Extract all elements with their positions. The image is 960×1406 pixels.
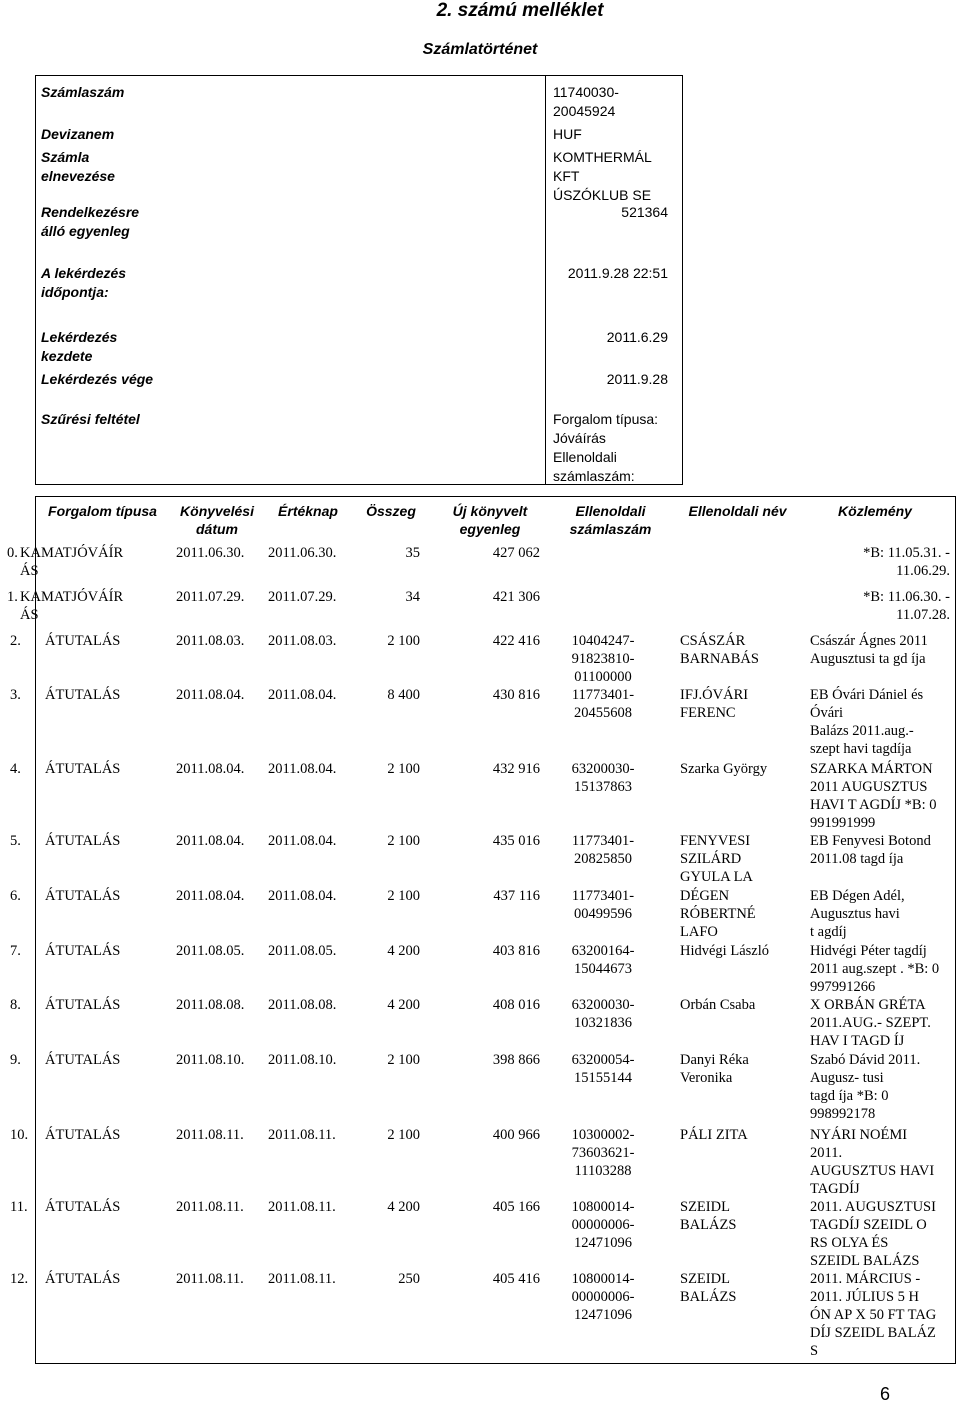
row-type: ÁTUTALÁS: [45, 997, 121, 1013]
row-index: 3.: [10, 687, 21, 703]
row-amount: 250: [398, 1271, 420, 1287]
header-erteknap: Értéknap: [278, 503, 338, 519]
szamlaszam-value: 11740030- 20045924: [553, 84, 619, 119]
row-vdate: 2011.07.29.: [268, 589, 337, 605]
row-kdate: 2011.08.04.: [176, 833, 245, 849]
table-row: [0, 1198, 960, 1268]
lekerdezes-kezdete-label: Lekérdezés kezdete: [41, 329, 118, 364]
table-frame-top: [35, 496, 956, 497]
row-balance: 408 016: [492, 997, 540, 1013]
row-index: 2.: [10, 633, 21, 649]
row-account: 63200164- 15044673: [571, 943, 635, 977]
row-index: 10.: [10, 1127, 29, 1143]
row-name: FENYVESI SZILÁRD GYULA LA: [680, 833, 753, 885]
row-amount: 2 100: [387, 633, 420, 649]
row-kdate: 2011.08.04.: [176, 888, 245, 904]
row-index: 1.: [7, 589, 18, 605]
summary-frame-top: [35, 75, 683, 76]
row-amount: 4 200: [387, 943, 420, 959]
row-account: 10300002- 73603621- 11103288: [571, 1127, 635, 1179]
row-note: NYÁRI NOÉMI 2011. AUGUSZTUS HAVI TAGDÍJ: [810, 1127, 935, 1197]
row-type: ÁTUTALÁS: [45, 761, 121, 777]
row-type: ÁTUTALÁS: [45, 687, 121, 703]
table-row-1: [0, 588, 960, 624]
row-kdate: 2011.08.03.: [176, 633, 245, 649]
row-note: Hidvégi Péter tagdíj 2011 aug.szept . *B: 0 997991266: [810, 943, 940, 995]
row-amount: 4 200: [387, 1199, 420, 1215]
row-amount: 4 200: [387, 997, 420, 1013]
row-type: KAMATJÓVÁÍR ÁS: [20, 589, 124, 623]
row-index: 0.: [7, 545, 18, 561]
row-balance: 421 306: [492, 589, 540, 605]
row-name: Danyi Réka Veronika: [680, 1052, 749, 1086]
row-vdate: 2011.08.05.: [268, 943, 337, 959]
row-vdate: 2011.08.11.: [268, 1127, 336, 1143]
table-frame-bottom: [35, 1363, 956, 1364]
row-vdate: 2011.08.04.: [268, 833, 337, 849]
row-vdate: 2011.08.04.: [268, 687, 337, 703]
row-amount: 2 100: [387, 833, 420, 849]
document-subtitle: Számlatörténet: [422, 41, 538, 58]
szuresi-feltetel-label: Szűrési feltétel: [41, 411, 140, 427]
table-row: [0, 760, 960, 830]
table-row: [0, 1051, 960, 1121]
row-account: 63200030- 15137863: [571, 761, 635, 795]
row-vdate: 2011.08.11.: [268, 1199, 336, 1215]
row-note: Szabó Dávid 2011. Augusz- tusi tagd íja *B: 0 998992178: [810, 1052, 921, 1122]
szuresi-feltetel-value: Forgalom típusa: Jóváírás Ellenoldali számlaszám:: [553, 411, 659, 484]
egyenleg-label: Rendelkezésre álló egyenleg: [41, 204, 140, 239]
header-konyvelesi-datum: Könyvelési dátum: [180, 503, 254, 537]
table-row: [0, 686, 960, 756]
row-index: 6.: [10, 888, 21, 904]
row-balance: 427 062: [492, 545, 540, 561]
row-type: KAMATJÓVÁÍR ÁS: [20, 545, 124, 579]
row-name: Szarka György: [680, 761, 768, 777]
row-balance: 405 166: [492, 1199, 540, 1215]
header-ellenoldali-szamlaszam: Ellenoldali számlaszám: [569, 503, 652, 537]
row-balance: 432 916: [492, 761, 540, 777]
summary-frame-divider: [545, 75, 546, 485]
row-account: 63200030- 10321836: [571, 997, 635, 1031]
row-amount: 35: [405, 545, 420, 561]
row-balance: 422 416: [492, 633, 540, 649]
lekerdezes-idopontja-label: A lekérdezés időpontja:: [41, 265, 127, 300]
row-vdate: 2011.08.10.: [268, 1052, 337, 1068]
row-name: IFJ.ÓVÁRI FERENC: [680, 687, 749, 721]
row-type: ÁTUTALÁS: [45, 1199, 121, 1215]
row-vdate: 2011.06.30.: [268, 545, 337, 561]
row-balance: 435 016: [492, 833, 540, 849]
row-amount: 2 100: [387, 1127, 420, 1143]
row-kdate: 2011.08.04.: [176, 761, 245, 777]
row-balance: 398 866: [492, 1052, 540, 1068]
row-note: *B: 11.06.30. - 11.07.28.: [863, 589, 950, 623]
row-index: 5.: [10, 833, 21, 849]
table-row-0: [0, 544, 960, 580]
row-note: SZARKA MÁRTON 2011 AUGUSZTUS HAVI T AGDÍJ *B: 0 991991999: [810, 761, 937, 831]
row-note: EB Fenyvesi Botond 2011.08 tagd íja: [810, 833, 931, 867]
szamla-elnevezese-value: KOMTHERMÁL KFT ÚSZÓKLUB SE: [553, 149, 652, 203]
row-index: 9.: [10, 1052, 21, 1068]
row-type: ÁTUTALÁS: [45, 1052, 121, 1068]
document-title: 2. számú melléklet: [436, 0, 604, 21]
row-kdate: 2011.08.11.: [176, 1127, 244, 1143]
row-balance: 437 116: [493, 888, 540, 904]
header-kozlemeny: Közlemény: [838, 503, 912, 519]
row-account: 11773401- 20455608: [571, 687, 635, 721]
lekerdezes-vege-value: 2011.9.28: [606, 371, 668, 387]
row-type: ÁTUTALÁS: [45, 943, 121, 959]
row-account: 10800014- 00000006- 12471096: [571, 1271, 635, 1323]
row-type: ÁTUTALÁS: [45, 833, 121, 849]
lekerdezes-vege-label: Lekérdezés vége: [41, 371, 154, 387]
lekerdezes-kezdete-value: 2011.6.29: [606, 329, 668, 345]
page-number: 6: [880, 1384, 891, 1404]
row-name: PÁLI ZITA: [680, 1127, 748, 1143]
row-index: 8.: [10, 997, 21, 1013]
row-amount: 2 100: [387, 1052, 420, 1068]
row-account: 10800014- 00000006- 12471096: [571, 1199, 635, 1251]
szamlaszam-label: Számlaszám: [41, 84, 125, 100]
header-osszeg: Összeg: [366, 503, 416, 519]
row-index: 12.: [10, 1271, 29, 1287]
row-type: ÁTUTALÁS: [45, 633, 121, 649]
lekerdezes-idopontja-value: 2011.9.28 22:51: [567, 265, 668, 281]
row-amount: 8 400: [387, 687, 420, 703]
row-note: EB Óvári Dániel és Óvári Balázs 2011.aug.- szept havi tagdíja: [810, 687, 924, 757]
header-forgalom-tipusa: Forgalom típusa: [48, 503, 157, 519]
row-account: 11773401- 00499596: [571, 888, 635, 922]
row-index: 11.: [10, 1199, 28, 1215]
row-vdate: 2011.08.08.: [268, 997, 337, 1013]
table-row: [0, 1270, 960, 1359]
summary-frame-left: [35, 75, 36, 485]
row-account: 63200054- 15155144: [571, 1052, 635, 1086]
row-type: ÁTUTALÁS: [45, 888, 121, 904]
row-vdate: 2011.08.11.: [268, 1271, 336, 1287]
devizanem-value: HUF: [553, 126, 582, 142]
row-type: ÁTUTALÁS: [45, 1127, 121, 1143]
row-index: 7.: [10, 943, 21, 959]
row-amount: 34: [405, 589, 420, 605]
row-balance: 405 416: [492, 1271, 540, 1287]
header-uj-egyenleg: Új könyvelt egyenleg: [452, 503, 528, 537]
table-row: [0, 1126, 960, 1196]
egyenleg-value: 521364: [621, 204, 668, 220]
row-balance: 430 816: [492, 687, 540, 703]
row-balance: 403 816: [492, 943, 540, 959]
row-kdate: 2011.08.05.: [176, 943, 245, 959]
row-name: SZEIDL BALÁZS: [680, 1271, 737, 1305]
row-name: Hidvégi László: [680, 943, 769, 959]
row-kdate: 2011.08.10.: [176, 1052, 245, 1068]
row-account: 11773401- 20825850: [571, 833, 635, 867]
row-vdate: 2011.08.04.: [268, 761, 337, 777]
row-note: *B: 11.05.31. - 11.06.29.: [863, 545, 950, 579]
row-kdate: 2011.08.04.: [176, 687, 245, 703]
row-index: 4.: [10, 761, 21, 777]
row-note: Császár Ágnes 2011 Augusztusi ta gd íja: [810, 633, 928, 667]
row-note: 2011. MÁRCIUS - 2011. JÚLIUS 5 H ÓN AP X 50 FT TAG DÍJ SZEIDL BALÁZ S: [810, 1271, 937, 1359]
row-kdate: 2011.06.30.: [176, 545, 245, 561]
row-name: Orbán Csaba: [680, 997, 756, 1013]
row-vdate: 2011.08.03.: [268, 633, 337, 649]
row-type: ÁTUTALÁS: [45, 1271, 121, 1287]
row-name: CSÁSZÁR BARNABÁS: [680, 633, 759, 667]
row-note: 2011. AUGUSZTUSI TAGDÍJ SZEIDL O RS OLYA ÉS SZEIDL BALÁZS: [810, 1199, 936, 1269]
row-note: EB Dégen Adél, Augusztus havi t agdíj: [810, 888, 905, 940]
row-kdate: 2011.08.08.: [176, 997, 245, 1013]
header-ellenoldali-nev: Ellenoldali név: [688, 503, 787, 519]
row-account: 10404247- 91823810- 01100000: [571, 633, 635, 685]
row-kdate: 2011.08.11.: [176, 1199, 244, 1215]
devizanem-label: Devizanem: [41, 126, 115, 142]
row-kdate: 2011.07.29.: [176, 589, 245, 605]
row-name: SZEIDL BALÁZS: [680, 1199, 737, 1233]
row-kdate: 2011.08.11.: [176, 1271, 244, 1287]
row-amount: 2 100: [387, 888, 420, 904]
szamla-elnevezese-label: Számla elnevezése: [41, 149, 115, 184]
row-name: DÉGEN RÓBERTNÉ LAFO: [680, 888, 756, 940]
row-amount: 2 100: [387, 761, 420, 777]
row-note: X ORBÁN GRÉTA 2011.AUG.- SZEPT. HAV I TAGD ÍJ: [810, 997, 931, 1049]
row-balance: 400 966: [492, 1127, 540, 1143]
row-vdate: 2011.08.04.: [268, 888, 337, 904]
